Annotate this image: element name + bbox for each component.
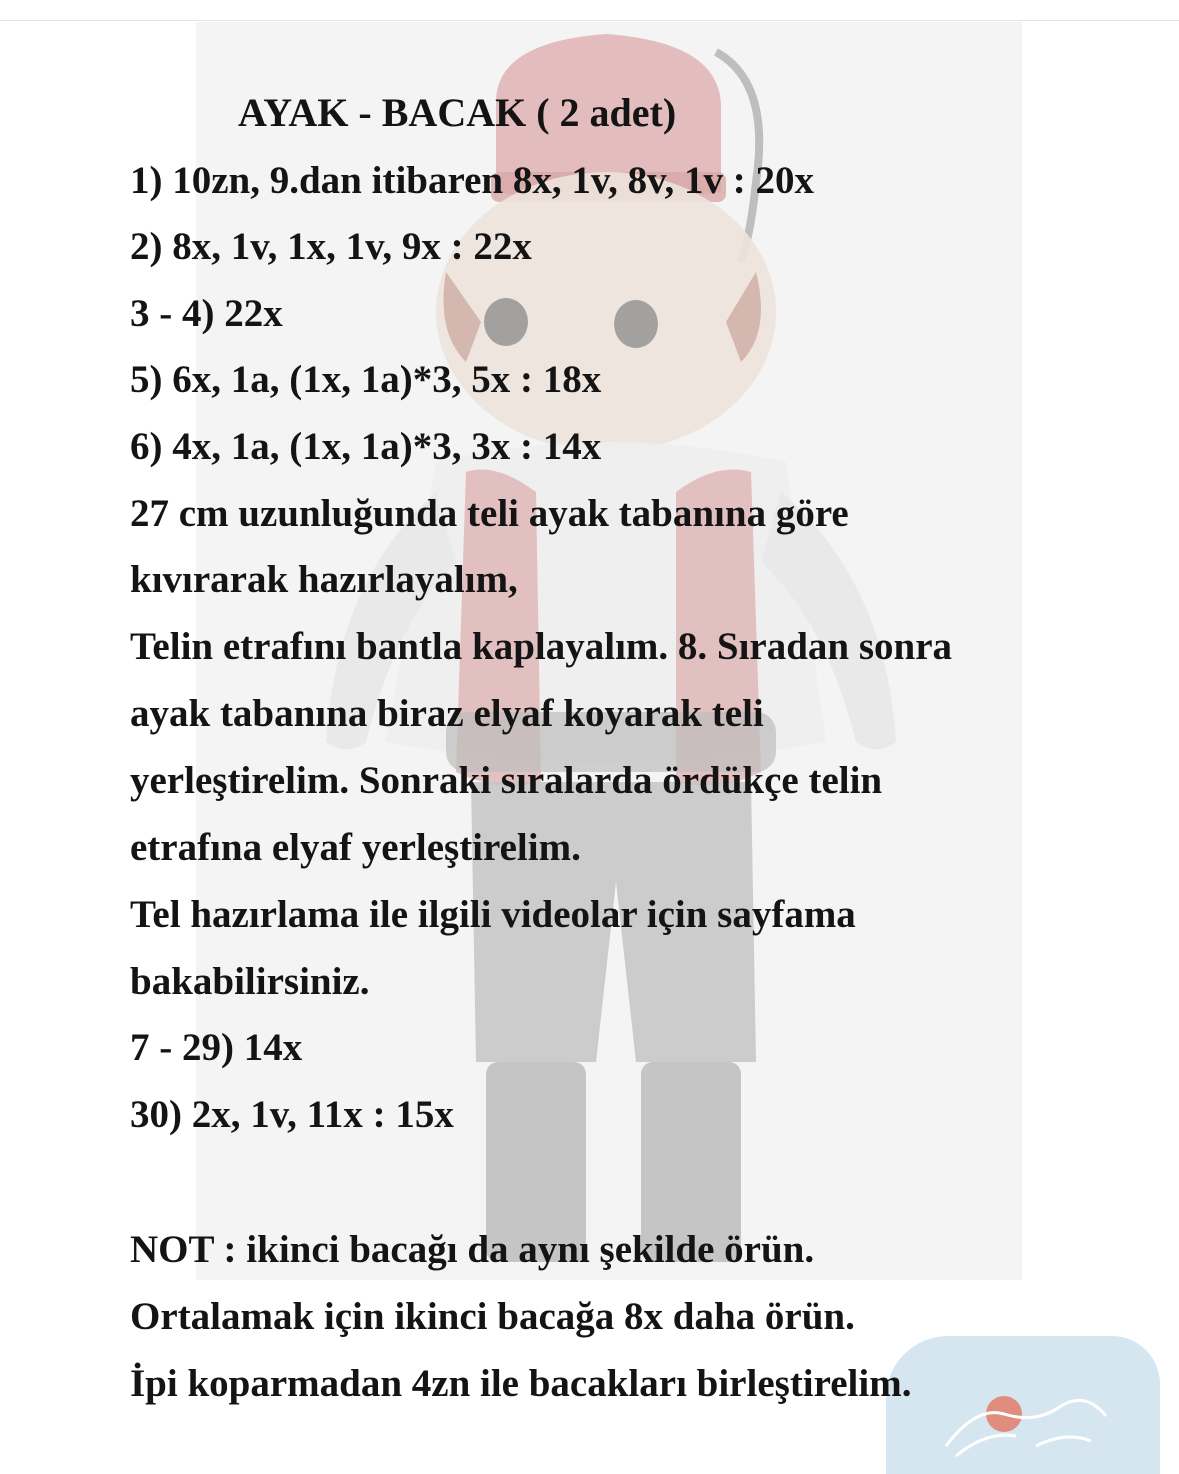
note-line: NOT : ikinci bacağı da aynı şekilde örün. — [130, 1228, 815, 1271]
pattern-title: AYAK - BACAK ( 2 adet) — [238, 90, 677, 135]
instruction-line: Tel hazırlama ile ilgili videolar için sayfama — [130, 893, 856, 936]
instruction-line: kıvırarak hazırlayalım, — [130, 558, 518, 601]
instruction-line: 5) 6x, 1a, (1x, 1a)*3, 5x : 18x — [130, 358, 602, 401]
instruction-line: etrafına elyaf yerleştirelim. — [130, 826, 581, 869]
note-line: Ortalamak için ikinci bacağa 8x daha örün. — [130, 1295, 855, 1338]
instruction-line: Telin etrafını bantla kaplayalım. 8. Sıradan sonra — [130, 625, 953, 668]
instruction-line: 2) 8x, 1v, 1x, 1v, 9x : 22x — [130, 225, 532, 268]
instruction-line: 1) 10zn, 9.dan itibaren 8x, 1v, 8v, 1v : 20x — [130, 159, 815, 202]
instruction-line: yerleştirelim. Sonraki sıralarda ördükçe telin — [130, 759, 883, 802]
instruction-line: 27 cm uzunluğunda teli ayak tabanına göre — [130, 492, 849, 535]
note-line: İpi koparmadan 4zn ile bacakları birleştirelim. — [130, 1362, 912, 1405]
instruction-line: bakabilirsiniz. — [130, 960, 370, 1003]
instruction-line: 3 - 4) 22x — [130, 292, 283, 335]
instruction-line: 30) 2x, 1v, 11x : 15x — [130, 1093, 454, 1136]
instruction-line: 6) 4x, 1a, (1x, 1a)*3, 3x : 14x — [130, 425, 602, 468]
instruction-line: 7 - 29) 14x — [130, 1026, 303, 1069]
instruction-line: ayak tabanına biraz elyaf koyarak teli — [130, 692, 764, 735]
